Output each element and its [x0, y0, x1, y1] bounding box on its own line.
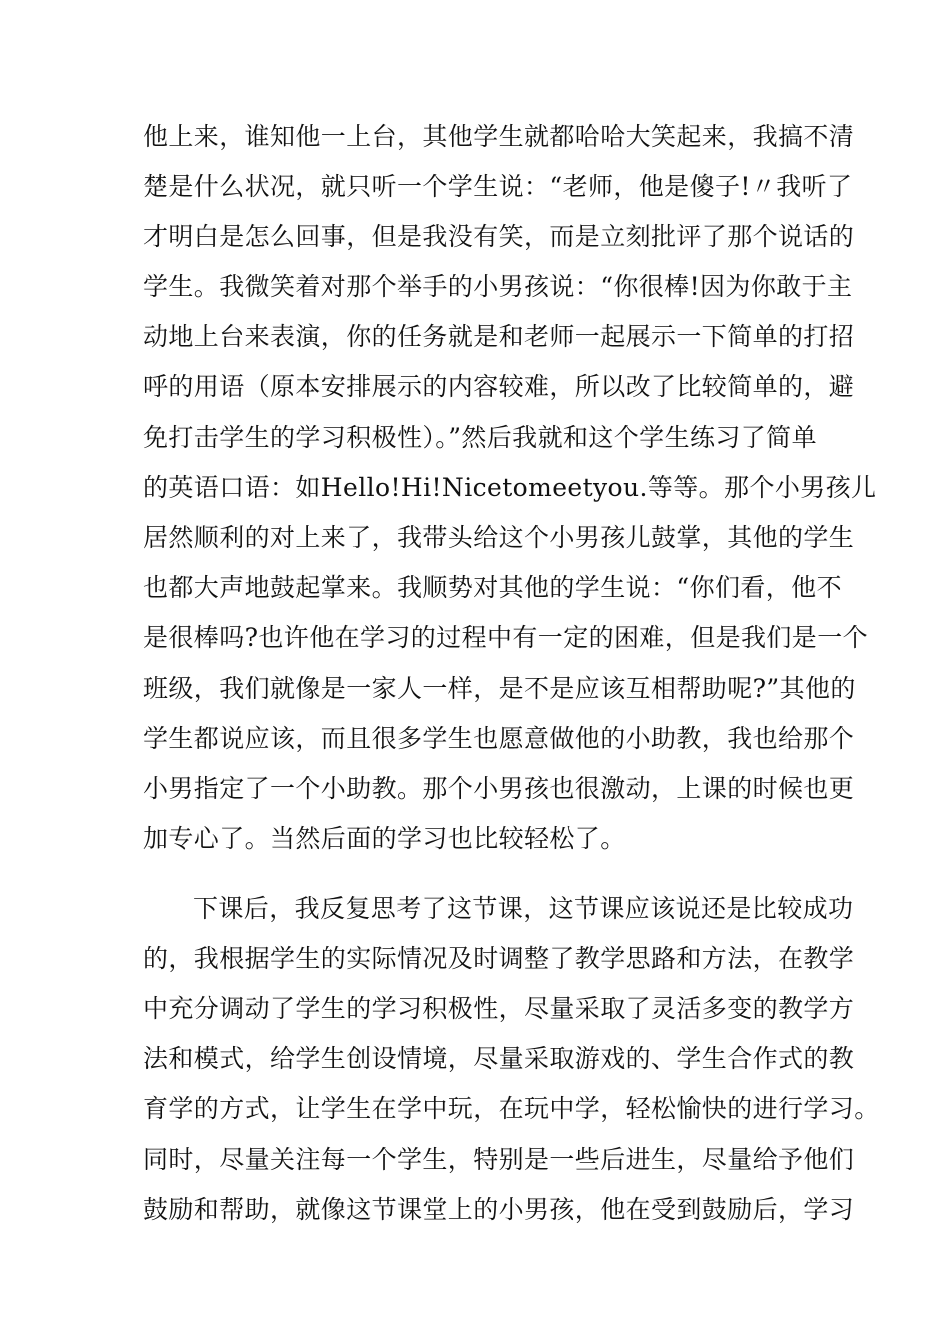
- text-line: 动地上台来表演，你的任务就是和老师一起展示一下简单的打招: [143, 322, 855, 351]
- text-line: 同时，尽量关注每一个学生，特别是一些后进生，尽量给予他们: [143, 1145, 855, 1174]
- text-line: 居然顺利的对上来了，我带头给这个小男孩儿鼓掌，其他的学生: [143, 523, 855, 552]
- text-line: 才明白是怎么回事，但是我没有笑，而是立刻批评了那个说话的: [143, 222, 855, 251]
- text-line: 中充分调动了学生的学习积极性，尽量采取了灵活多变的教学方: [143, 994, 855, 1023]
- text-line: 加专心了。当然后面的学习也比较轻松了。: [143, 824, 626, 853]
- text-line: 学生都说应该，而且很多学生也愿意做他的小助教，我也给那个: [143, 724, 855, 753]
- text-line: 育学的方式，让学生在学中玩，在玩中学，轻松愉快的进行学习。: [143, 1094, 880, 1123]
- text-line: 下课后，我反复思考了这节课，这节课应该说还是比较成功: [193, 894, 854, 923]
- text-line: 是很棒吗?也许他在学习的过程中有一定的困难，但是我们是一个: [143, 623, 869, 652]
- text-line: 免打击学生的学习积极性）。”然后我就和这个学生练习了简单: [143, 423, 817, 452]
- text-line: 法和模式，给学生创设情境，尽量采取游戏的、学生合作式的教: [143, 1044, 855, 1073]
- text-line: 的英语口语：如Hello!Hi!Nicetomeetyou.等等。那个小男孩儿: [143, 473, 877, 502]
- text-line: 班级，我们就像是一家人一样，是不是应该互相帮助呢?”其他的: [143, 674, 856, 703]
- text-line: 他上来，谁知他一上台，其他学生就都哈哈大笑起来，我搞不清: [143, 122, 855, 151]
- text-line: 学生。我微笑着对那个举手的小男孩说：“你很棒!因为你敢于主: [143, 272, 853, 301]
- text-line: 也都大声地鼓起掌来。我顺势对其他的学生说：“你们看，他不: [143, 573, 842, 602]
- text-line: 鼓励和帮助，就像这节课堂上的小男孩，他在受到鼓励后，学习: [143, 1195, 855, 1224]
- text-line: 呼的用语（原本安排展示的内容较难，所以改了比较简单的，避: [143, 372, 855, 401]
- text-line: 的，我根据学生的实际情况及时调整了教学思路和方法，在教学: [143, 944, 855, 973]
- text-line: 楚是什么状况，就只听一个学生说：“老师，他是傻子!〃我听了: [143, 172, 853, 201]
- text-line: 小男指定了一个小助教。那个小男孩也很激动，上课的时候也更: [143, 774, 855, 803]
